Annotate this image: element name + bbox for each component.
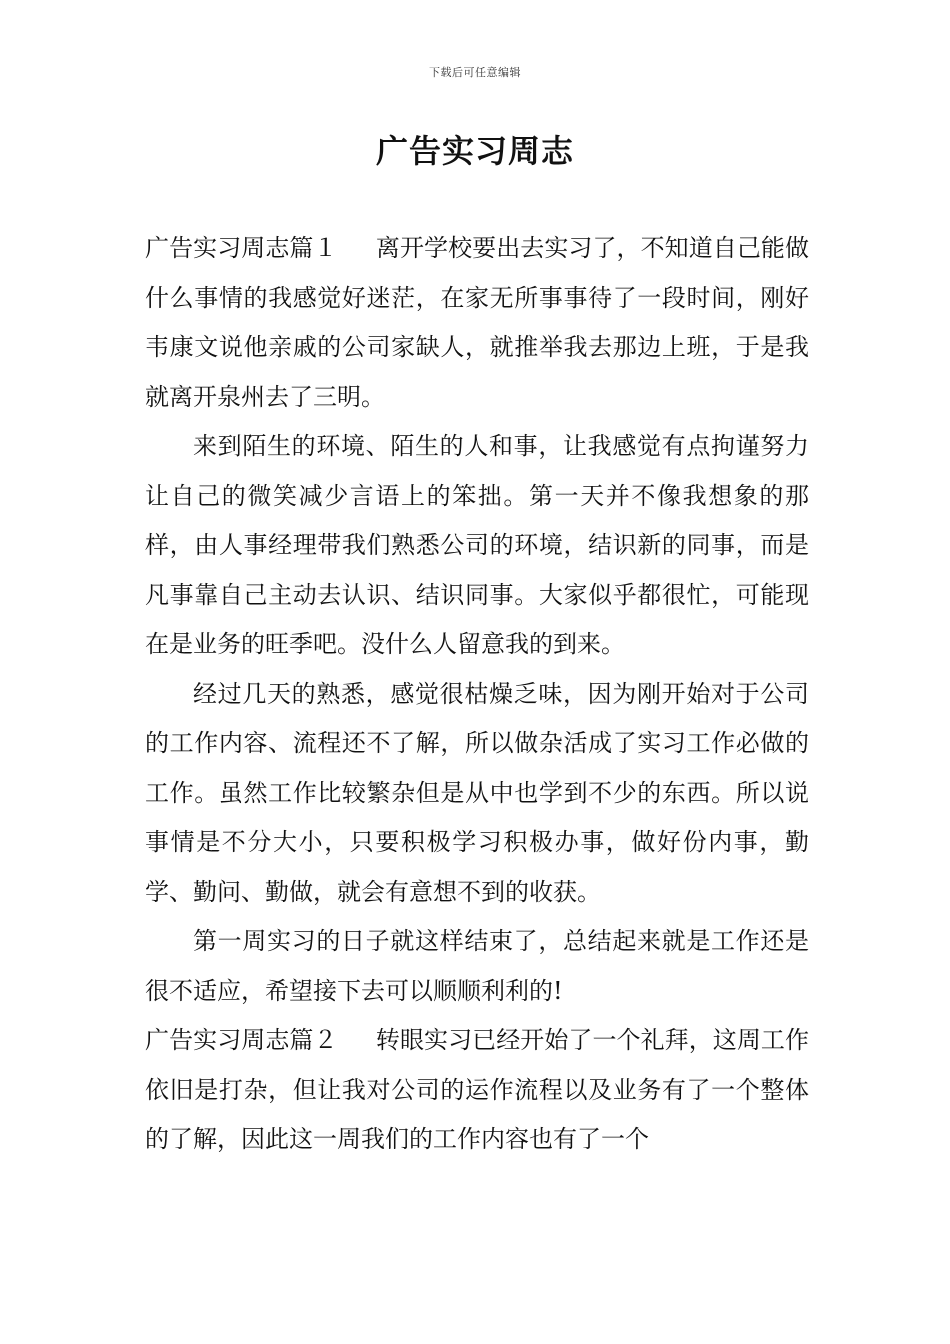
paragraph-text: 转眼实习已经开始了一个礼拜，这周工作依旧是打杂，但让我对公司的运作流程以及业务有了一个整体的了解，因此这一周我们的工作内容也有了一个 [145,1026,809,1153]
paragraph-text: 离开学校要出去实习了，不知道自己能做什么事情的我感觉好迷茫，在家无所事事待了一段时间，刚好韦康文说他亲戚的公司家缺人，就推举我去那边上班，于是我就离开泉州去了三明。 [145,234,809,411]
paragraph [145,1016,809,1165]
paragraph: 第一周实习的日子就这样结束了，总结起来就是工作还是很不适应，希望接下去可以顺顺利利的! [145,927,809,1005]
section-label: 广告实习周志篇２ [145,1026,338,1054]
section-label: 广告实习周志篇１ [145,234,338,262]
header-note: 下载后可任意编辑 [429,66,521,79]
document-body [145,224,809,1165]
paragraph [145,224,809,422]
paragraph: 来到陌生的环境、陌生的人和事，让我感觉有点拘谨努力让自己的微笑减少言语上的笨拙。第一天并不像我想象的那样，由人事经理带我们熟悉公司的环境，结识新的同事，而是凡事靠自己主动去认识、结识同事。大家似乎都很忙，可能现在是业务的旺季吧。没什么人留意我的到来。 [145,432,809,658]
page-title: 广告实习周志 [375,132,574,170]
paragraph: 经过几天的熟悉，感觉很枯燥乏味，因为刚开始对于公司的工作内容、流程还不了解，所以做杂活成了实习工作必做的工作。虽然工作比较繁杂但是从中也学到不少的东西。所以说事情是不分大小，只要积极学习积极办事，做好份内事，勤学、勤问、勤做，就会有意想不到的收获。 [145,679,809,906]
